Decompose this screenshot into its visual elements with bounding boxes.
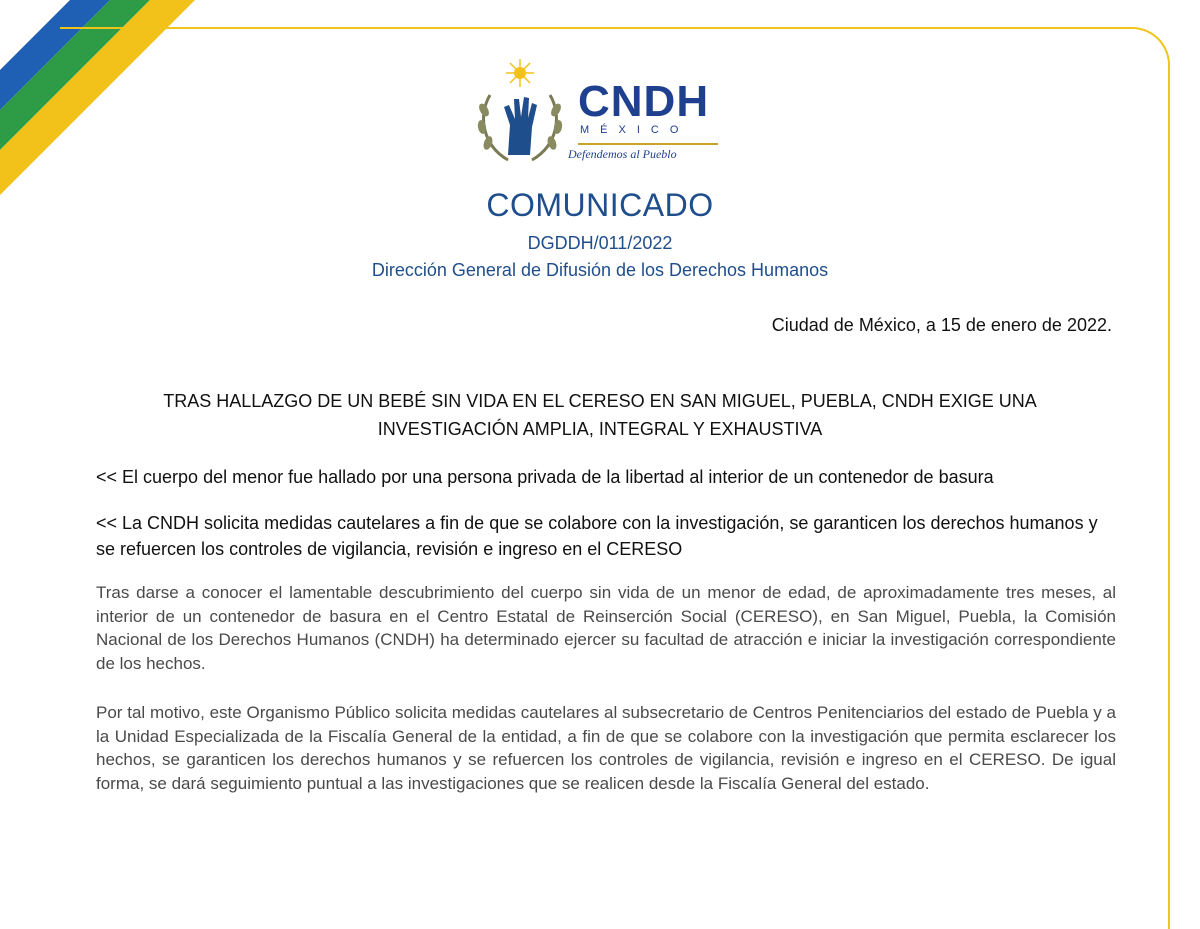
body-paragraph: Tras darse a conocer el lamentable descubrimiento del cuerpo sin vida de un menor de edad, de aproximadamente tres meses, al interior de un contenedor de basura en el Centro Estatal de Reinserción Social (CERESO), en San Miguel, Puebla, la Comisión Nacional de los Derechos Humanos (CNDH) ha determinado ejercer su facultad de atracción e iniciar la investigación correspondiente de los hechos. bbox=[96, 583, 1116, 673]
laurel-hand-icon bbox=[468, 55, 578, 170]
logo-country: MÉXICO bbox=[580, 124, 690, 136]
headline: TRAS HALLAZGO DE UN BEBÉ SIN VIDA EN EL CERESO EN SAN MIGUEL, PUEBLA, CNDH EXIGE UNA INVESTIGACIÓN AMPLIA, INTEGRAL Y EXHAUSTIVA bbox=[163, 391, 1037, 439]
document-code: DGDDH/011/2022 bbox=[527, 233, 673, 253]
body-paragraph: Por tal motivo, este Organismo Público solicita medidas cautelares al subsecretario de Centros Penitenciarios del estado de Puebla y a la Unidad Especializada de la Fiscalía General de la entidad, a fin de que se colabore con la investigación que permita esclarecer los hechos, se garanticen los derechos humanos y se refuercen los controles de vigilancia, revisión e ingreso en el CERESO. De igual forma, se dará seguimiento puntual a las investigaciones que se realicen desde la Fiscalía General del estado. bbox=[96, 703, 1116, 793]
department-name: Dirección General de Difusión de los Derechos Humanos bbox=[371, 260, 829, 280]
logo-wordmark: CNDH bbox=[578, 77, 710, 126]
document-title: COMUNICADO bbox=[486, 187, 714, 223]
cndh-logo bbox=[468, 55, 728, 175]
logo-tagline: Defendemos al Pueblo bbox=[568, 147, 677, 161]
date-line: Ciudad de México, a 15 de enero de 2022. bbox=[771, 315, 1112, 335]
bullet-point: << El cuerpo del menor fue hallado por una persona privada de la libertad al interior de un contenedor de basura bbox=[96, 467, 994, 487]
bullet-point: << La CNDH solicita medidas cautelares a fin de que se colabore con la investigación, se garanticen los derechos humanos y se refuercen los controles de vigilancia, revisión e ingreso en el CERESO bbox=[96, 513, 1098, 559]
logo-divider bbox=[578, 143, 718, 145]
